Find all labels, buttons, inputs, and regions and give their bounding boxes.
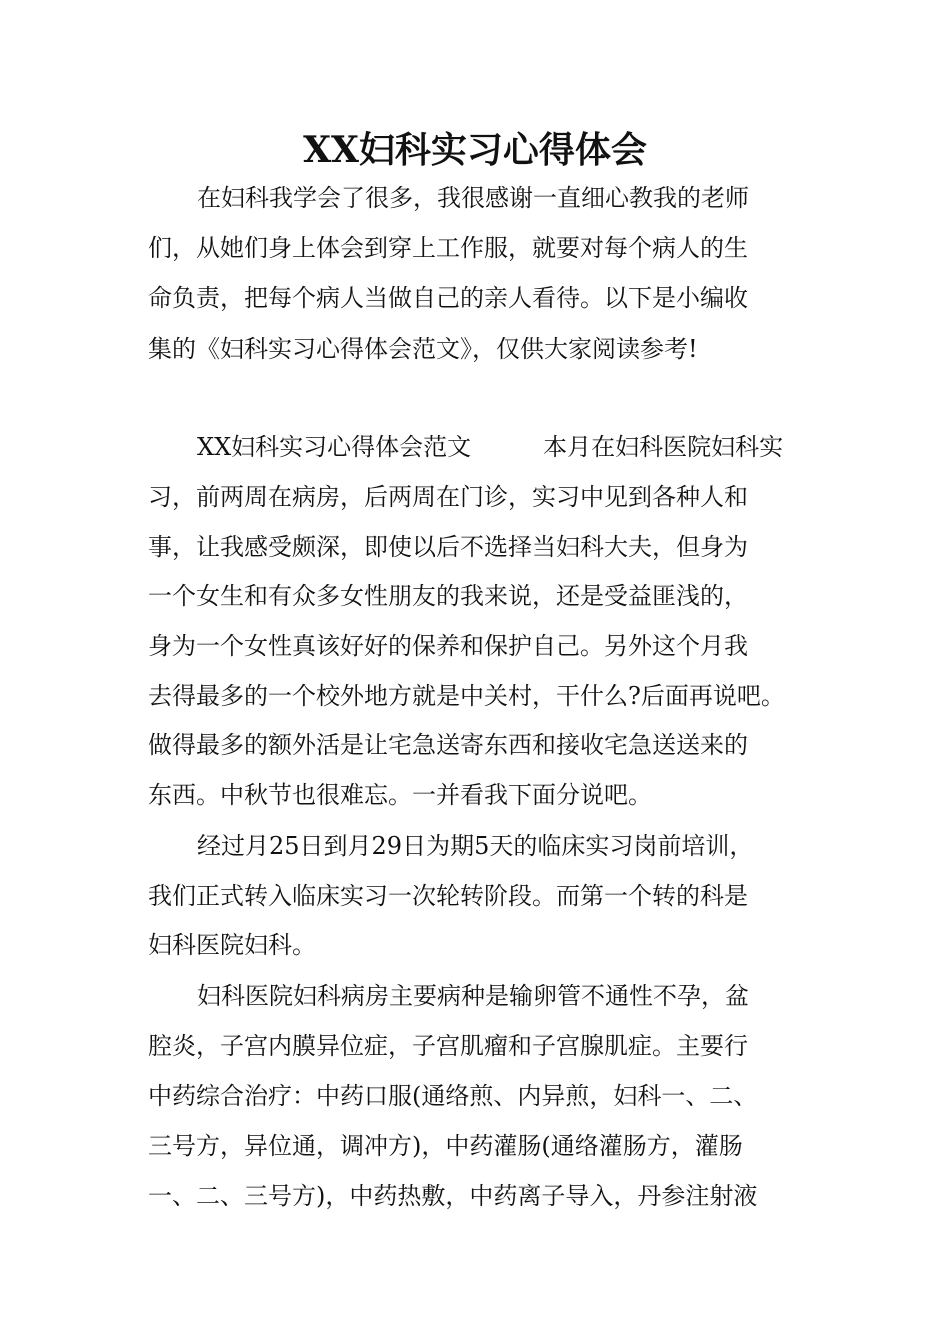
paragraph-line: 事，让我感受颇深，即使以后不选择当妇科大夫，但身为 — [148, 533, 748, 561]
paragraph-line: 们，从她们身上体会到穿上工作服，就要对每个病人的生 — [148, 234, 748, 262]
paragraph-line: 在妇科我学会了很多，我很感谢一直细心教我的老师 — [197, 184, 749, 212]
paragraph-line: 妇科医院妇科病房主要病种是输卵管不通性不孕，盆 — [197, 982, 749, 1010]
paragraph-line: 腔炎，子宫内膜异位症，子宫肌瘤和子宫腺肌症。主要行 — [148, 1032, 748, 1060]
paragraph-line: 去得最多的一个校外地方就是中关村，干什么?后面再说吧。 — [148, 682, 785, 710]
paragraph-line: 身为一个女性真该好好的保养和保护自己。另外这个月我 — [148, 632, 748, 660]
paragraph-line: 中药综合治疗：中药口服(通络煎、内异煎，妇科一、二、 — [148, 1082, 758, 1110]
document-title: XX妇科实习心得体会 — [303, 129, 647, 171]
paragraph-line: 我们正式转入临床实习一次轮转阶段。而第一个转的科是 — [148, 882, 748, 910]
paragraph-line: XX妇科实习心得体会范文 本月在妇科医院妇科实 — [197, 433, 784, 461]
paragraph-line: 妇科医院妇科。 — [148, 931, 316, 959]
paragraph-line: 东西。中秋节也很难忘。一并看我下面分说吧。 — [148, 781, 652, 809]
paragraph-line: 一个女生和有众多女性朋友的我来说，还是受益匪浅的， — [148, 582, 748, 610]
paragraph-line: 命负责，把每个病人当做自己的亲人看待。以下是小编收 — [148, 284, 748, 312]
paragraph-line: 经过月25日到月29日为期5天的临床实习岗前培训， — [197, 832, 754, 860]
paragraph-line: 集的《妇科实习心得体会范文》，仅供大家阅读参考! — [148, 335, 698, 363]
paragraph-line: 一、二、三号方)，中药热敷，中药离子导入，丹参注射液 — [148, 1182, 758, 1210]
paragraph-line: 做得最多的额外活是让宅急送寄东西和接收宅急送送来的 — [148, 731, 748, 759]
paragraph-line: 三号方，异位通，调冲方)，中药灌肠(通络灌肠方，灌肠 — [148, 1132, 743, 1160]
paragraph-line: 习，前两周在病房，后两周在门诊，实习中见到各种人和 — [148, 483, 748, 511]
